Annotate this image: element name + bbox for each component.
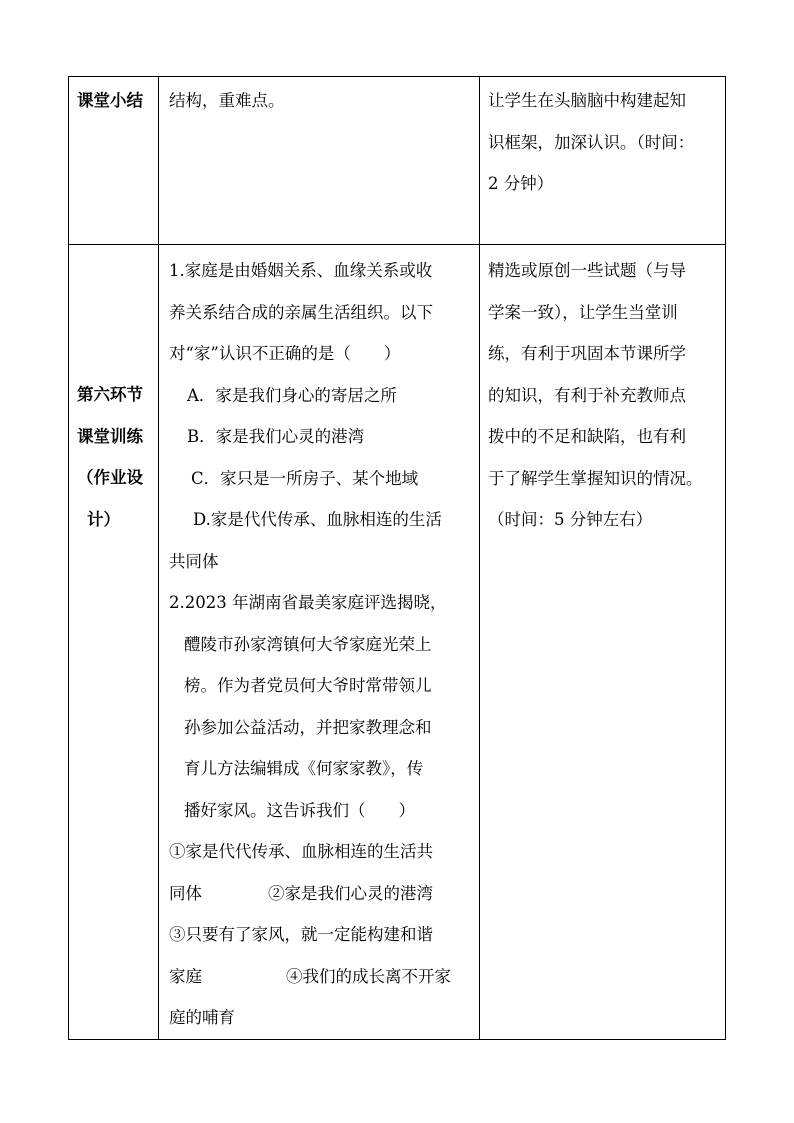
summary-intent-line: 让学生在头脑脑中构建起知 bbox=[488, 91, 686, 110]
training-intent-cell bbox=[480, 245, 726, 1040]
training-heading-line: 第六环节 bbox=[77, 385, 143, 404]
training-questions-cell bbox=[159, 245, 480, 1040]
q2-stem-line: 2.2023 年湖南省最美家庭评选揭晓， bbox=[169, 593, 447, 612]
training-intent-line: （时间：5 分钟左右） bbox=[488, 510, 653, 529]
q1-stem-line: 对“家”认识不正确的是（ ） bbox=[169, 344, 401, 363]
q2-choice-3-continued: 家庭 bbox=[169, 966, 202, 986]
training-row bbox=[69, 245, 726, 1040]
training-heading-line: 计） bbox=[87, 509, 120, 529]
q2-choice-4-continued: 庭的哺育 bbox=[169, 1008, 235, 1027]
q2-stem-line: 醴陵市孙家湾镇何大爷家庭光荣上 bbox=[184, 634, 432, 654]
q2-choice-4: ④我们的成长离不开家 bbox=[286, 966, 451, 986]
summary-intent-cell bbox=[480, 77, 726, 245]
summary-content-cell bbox=[159, 77, 480, 245]
q1-option-c: C．家只是一所房子、某个地域 bbox=[191, 468, 419, 488]
q2-stem-line: 育儿方法编辑成《何家家教》，传 bbox=[184, 759, 424, 778]
q1-option-b: B．家是我们心灵的港湾 bbox=[187, 427, 365, 446]
training-heading-cell bbox=[69, 245, 159, 1040]
q2-choice-3: ③只要有了家风，就一定能构建和谐 bbox=[169, 925, 433, 944]
q2-choice-row bbox=[169, 873, 475, 915]
q2-stem-line: 播好家风。这告诉我们（ ） bbox=[184, 800, 415, 820]
training-intent-line: 学案一致），让学生当堂训 bbox=[488, 302, 678, 322]
training-intent-line: 的知识，有利于补充教师点 bbox=[488, 385, 686, 405]
summary-content: 结构，重难点。 bbox=[169, 91, 285, 110]
summary-heading: 课堂小结 bbox=[77, 91, 143, 110]
training-intent-line: 拨中的不足和缺陷，也有利 bbox=[488, 427, 686, 446]
q1-option-d: D.家是代代传承、血脉相连的生活 bbox=[193, 510, 442, 529]
q2-choice-row bbox=[169, 956, 475, 998]
q2-stem-line: 榜。作为者党员何大爷时常带领儿 bbox=[184, 676, 432, 695]
q1-option-a: A．家是我们身心的寄居之所 bbox=[187, 385, 397, 405]
lesson-plan-table bbox=[68, 76, 726, 1040]
q2-choice-1: ①家是代代传承、血脉相连的生活共 bbox=[169, 842, 433, 861]
q2-stem-line: 孙参加公益活动，并把家教理念和 bbox=[184, 717, 432, 737]
training-intent-line: 精选或原创一些试题（与导 bbox=[488, 261, 686, 280]
q1-stem-line: 1.家庭是由婚姻关系、血缘关系或收 bbox=[169, 261, 433, 280]
summary-heading-cell bbox=[69, 77, 159, 245]
q1-option-d-continued: 共同体 bbox=[169, 551, 219, 571]
summary-row bbox=[69, 77, 726, 245]
training-intent-line: 练，有利于巩固本节课所学 bbox=[488, 344, 686, 363]
q2-choice-2: ②家是我们心灵的港湾 bbox=[268, 883, 433, 903]
training-heading-line: 课堂训练 bbox=[77, 426, 143, 446]
training-heading-line: （作业设 bbox=[77, 468, 143, 487]
summary-intent-line: 识框架，加深认识。（时间： bbox=[488, 132, 695, 152]
training-intent-line: 于了解学生掌握知识的情况。 bbox=[488, 468, 703, 488]
summary-intent-line: 2 分钟） bbox=[488, 174, 554, 193]
q2-choice-1-continued: 同体 bbox=[169, 883, 202, 903]
q1-stem-line: 养关系结合成的亲属生活组织。以下 bbox=[169, 302, 433, 322]
